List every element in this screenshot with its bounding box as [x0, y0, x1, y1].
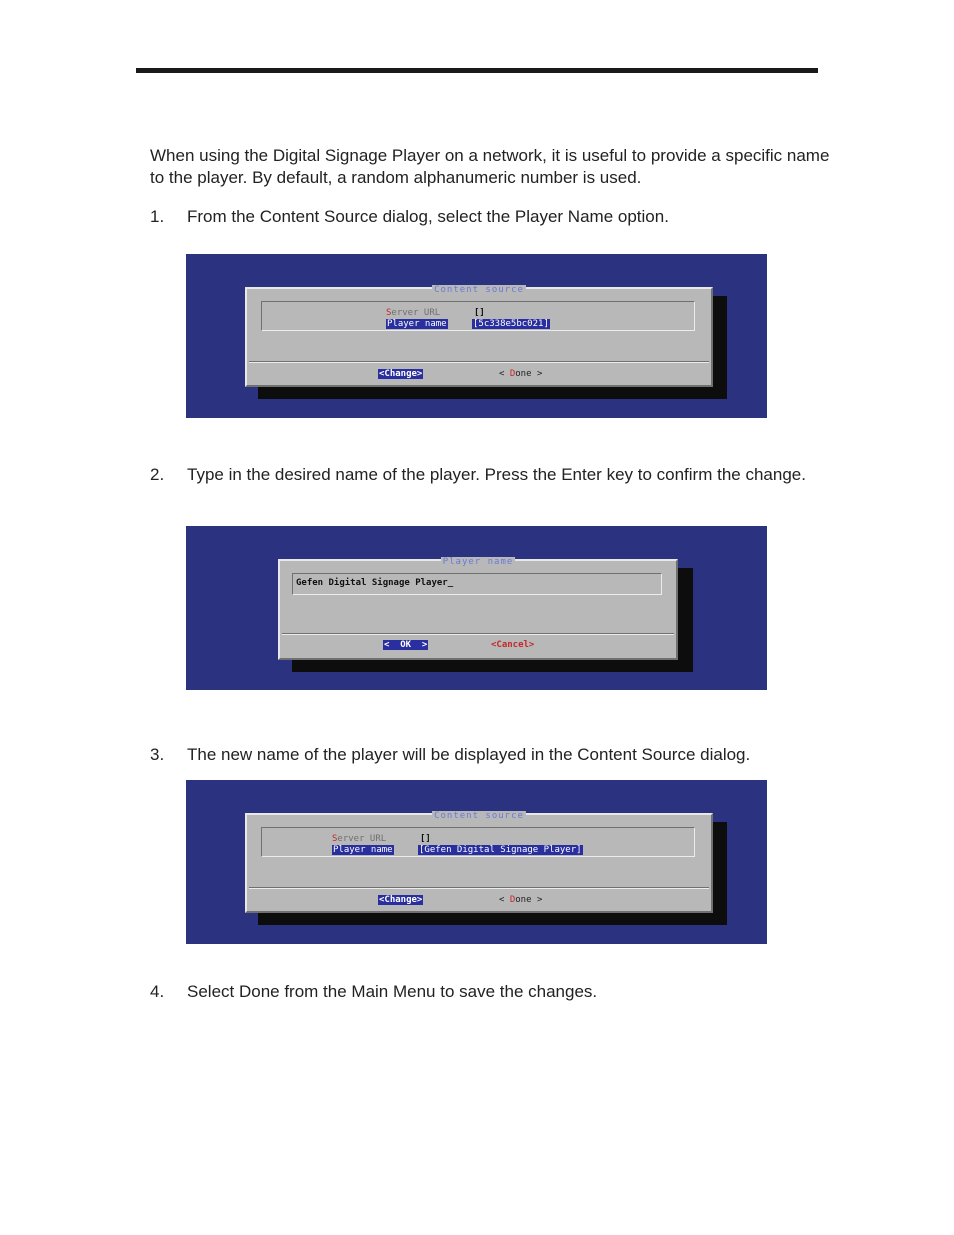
- step-number: 1.: [150, 207, 165, 226]
- intro-paragraph: When using the Digital Signage Player on a network, it is useful to provide a specific name to the player. By default, a random alphanumeric number is used.: [150, 146, 830, 187]
- done-button[interactable]: < Done >: [499, 895, 543, 905]
- screenshot-content-source-1: [186, 254, 767, 418]
- step-text: Select Done from the Main Menu to save the changes.: [187, 982, 598, 1001]
- content-source-dialog: [245, 287, 713, 387]
- step-3: [150, 744, 810, 766]
- dialog-title: Content source: [434, 811, 524, 821]
- cancel-button[interactable]: <Cancel>: [491, 640, 535, 650]
- step-number: 2.: [150, 465, 165, 484]
- server-url-option[interactable]: Server URL: [332, 834, 387, 844]
- change-button[interactable]: <Change>: [379, 369, 423, 379]
- content-source-dialog: [245, 813, 713, 913]
- player-name-input[interactable]: [292, 573, 662, 595]
- options-box: [261, 827, 695, 857]
- step-1: [150, 206, 810, 228]
- player-name-option[interactable]: Player name: [333, 845, 393, 855]
- step-text: Type in the desired name of the player. Press the Enter key to confirm the change.: [187, 465, 806, 484]
- step-text: From the Content Source dialog, select the Player Name option.: [187, 207, 669, 226]
- server-url-value: []: [474, 308, 485, 318]
- step-4: [150, 981, 810, 1003]
- change-button[interactable]: <Change>: [379, 895, 423, 905]
- done-button[interactable]: < Done >: [499, 369, 543, 379]
- button-divider: [249, 887, 709, 889]
- step-number: 4.: [150, 982, 165, 1001]
- player-name-option[interactable]: Player name: [387, 319, 447, 329]
- server-url-value: []: [420, 834, 431, 844]
- dialog-title: Content source: [434, 285, 524, 295]
- top-rule: [136, 68, 818, 73]
- step-2: [150, 464, 810, 486]
- screenshot-content-source-2: [186, 780, 767, 944]
- button-divider: [282, 633, 674, 635]
- options-box: [261, 301, 695, 331]
- player-name-dialog: [278, 559, 678, 660]
- button-divider: [249, 361, 709, 363]
- player-name-input-value: Gefen Digital Signage Player_: [296, 578, 454, 588]
- player-name-value: [5c338e5bc021]: [473, 319, 549, 329]
- server-url-option[interactable]: Server URL: [386, 308, 441, 318]
- dialog-title: Player name: [442, 557, 514, 567]
- player-name-value: [Gefen Digital Signage Player]: [419, 845, 582, 855]
- ok-button[interactable]: < OK >: [384, 640, 428, 650]
- screenshot-player-name: [186, 526, 767, 690]
- step-number: 3.: [150, 745, 165, 764]
- step-text: The new name of the player will be displayed in the Content Source dialog.: [187, 745, 751, 764]
